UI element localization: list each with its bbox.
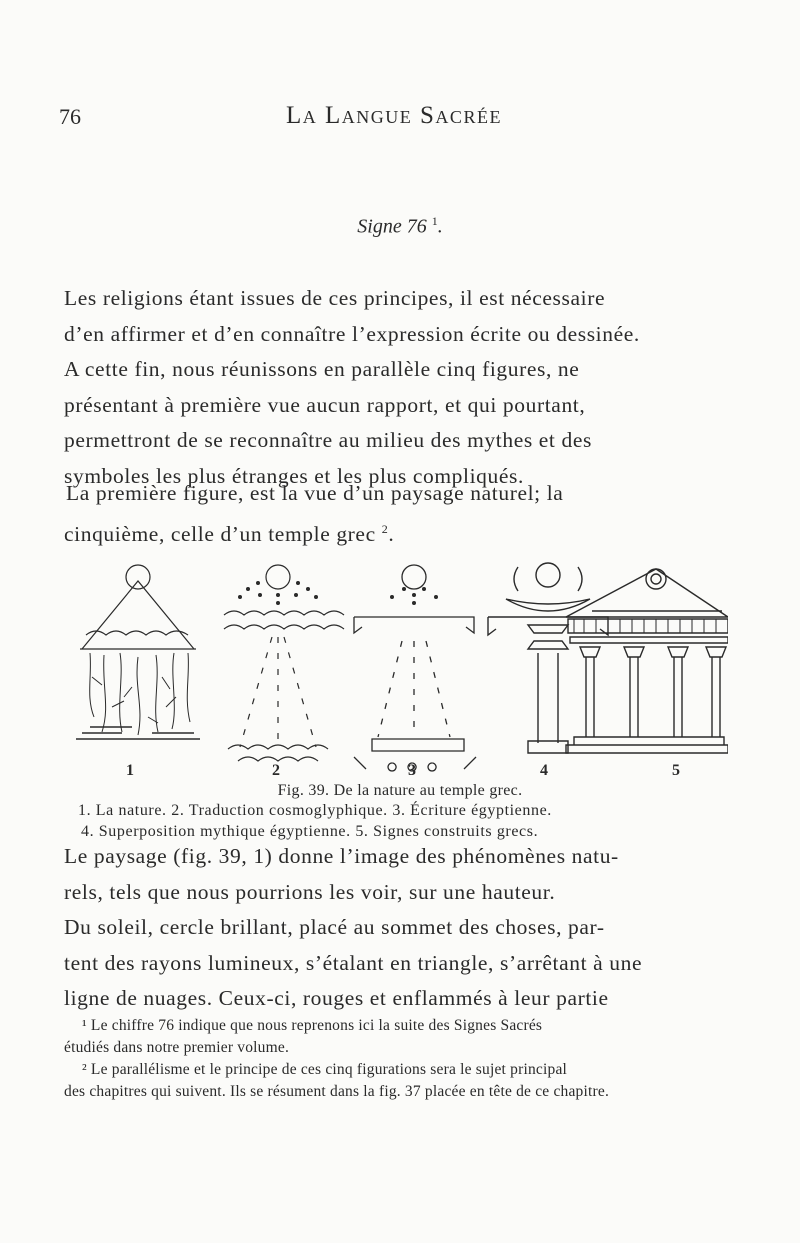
text-line: permettront de se reconnaître au milieu des mythes et des (64, 428, 592, 452)
footnote-mark: 2 (381, 521, 389, 536)
paragraph-intro (64, 281, 728, 494)
figure-legend (64, 800, 744, 842)
footnote-line: ¹ Le chiffre 76 indique que nous reprenons ici la suite des Signes Sacrés (82, 1017, 543, 1034)
figure-caption: Fig. 39. De la nature au temple grec. (277, 782, 523, 799)
panel-egyptian-superposition (488, 563, 608, 753)
figure-illustration (72, 557, 728, 777)
paragraph-figures (64, 476, 728, 552)
text-line: Du soleil, cercle brillant, placé au sommet des choses, par- (64, 915, 605, 939)
text-line: cinquième, celle d’un temple grec $^2$. (64, 521, 395, 546)
panel-number: 2 (272, 762, 280, 777)
panel-egyptian-writing (354, 565, 476, 771)
text-line: A cette fin, nous réunissons en parallèle cinq figures, ne (64, 357, 580, 381)
paragraph-landscape (64, 839, 728, 1017)
text-line: présentant à première vue aucun rapport, et qui pourtant, (64, 392, 586, 417)
legend-line: 1. La nature. 2. Traduction cosmoglyphique. 3. Écriture égyptienne. (78, 802, 552, 819)
panel-number: 1 (126, 762, 134, 777)
running-title: La Langue Sacrée (286, 102, 502, 129)
text-line: Le paysage (fig. 39, 1) donne l’image des phénomènes natu- (64, 844, 619, 868)
section-title-text: Signe 76 (357, 215, 427, 238)
panel-landscape (76, 565, 200, 739)
text-line: La première figure, est la vue d’un paysage naturel; la (66, 481, 564, 505)
footnotes (64, 1015, 744, 1103)
footnote-line: des chapitres qui suivent. Ils se résument dans la fig. 37 placée en tête de ce chapitre. (64, 1083, 610, 1100)
section-title: Signe 76 $^1$. (357, 214, 443, 238)
panel-number: 5 (672, 762, 680, 777)
legend-line: 4. Superposition mythique égyptienne. 5. Signes construits grecs. (81, 823, 539, 840)
text-line: tent des rayons lumineux, s’étalant en triangle, s’arrêtant à une (64, 950, 643, 975)
footnote-line: étudiés dans notre premier volume. (64, 1039, 290, 1056)
page-number: 76 (59, 104, 81, 129)
panel-cosmoglyph (224, 565, 344, 761)
panel-greek-temple (566, 569, 728, 753)
text-line: rels, tels que nous pourrions les voir, sur une hauteur. (64, 879, 556, 904)
text-line: Les religions étant issues de ces principes, il est nécessaire (64, 286, 606, 310)
figure-39 (72, 557, 728, 777)
text-line: d’en affirmer et d’en connaître l’expression écrite ou dessinée. (64, 321, 640, 346)
panel-number: 3 (408, 762, 416, 777)
text-line-content: cinquième, celle d’un temple grec (64, 521, 376, 546)
footnote-mark: 1 (431, 214, 438, 228)
footnote-line: ² Le parallélisme et le principe de ces cinq figurations sera le sujet principal (82, 1061, 568, 1078)
panel-number: 4 (540, 762, 548, 777)
text-line: ligne de nuages. Ceux-ci, rouges et enflammés à leur partie (64, 986, 609, 1010)
text-line: symboles les plus étranges et les plus compliqués. (64, 463, 524, 488)
